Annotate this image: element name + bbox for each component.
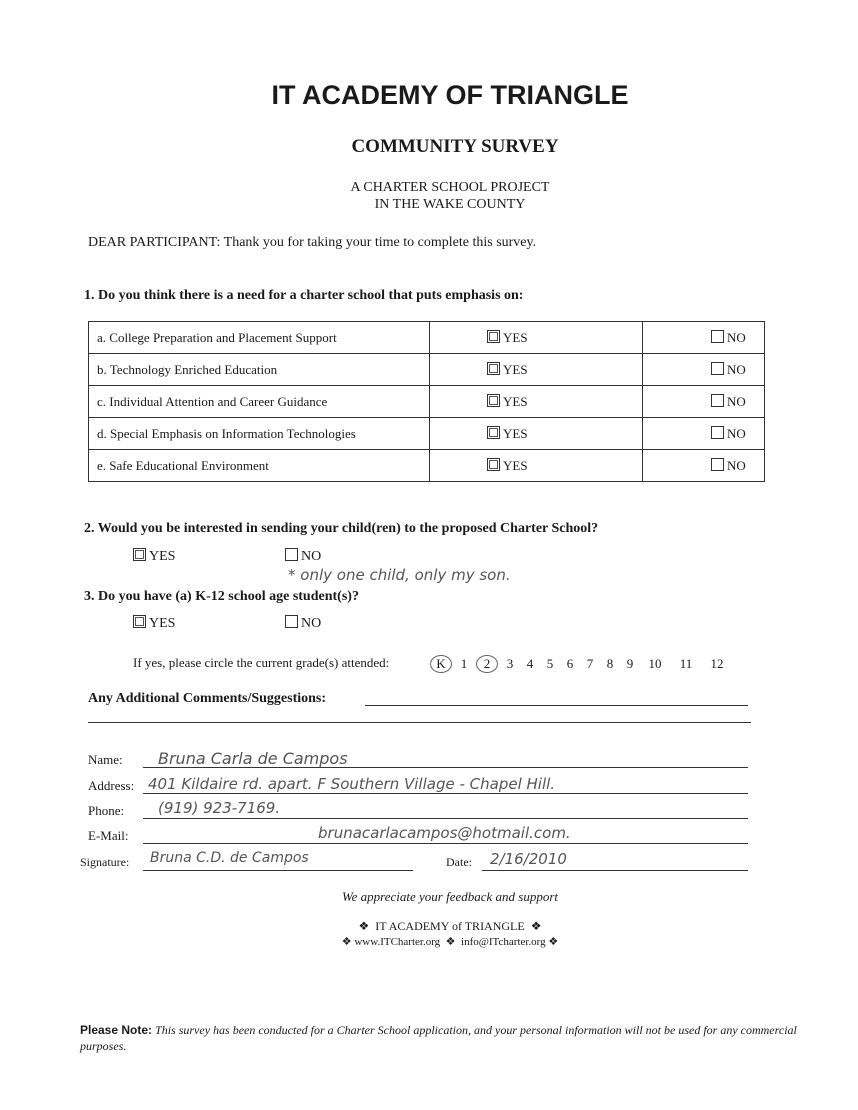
footer-website-link[interactable]: www.ITCharter.org [354, 936, 441, 948]
q1-no-checkbox[interactable] [711, 394, 724, 407]
q1-yes-option[interactable] [430, 418, 643, 450]
q1-no-checkbox[interactable] [711, 362, 724, 375]
q1-yes-option[interactable] [430, 354, 643, 386]
q1-no-label: NO [727, 329, 746, 345]
grade-prompt: If yes, please circle the current grade(s) attended: [133, 655, 390, 670]
name-value[interactable]: Bruna Carla de Campos [158, 749, 348, 768]
q1-no-label: NO [727, 457, 746, 473]
grade-option[interactable]: 12 [710, 656, 724, 671]
intro-text: DEAR PARTICIPANT: Thank you for taking your time to complete this survey. [88, 235, 537, 250]
q3-yes-option[interactable] [133, 615, 175, 632]
grade-option[interactable]: 10 [648, 656, 662, 671]
project-line-2: IN THE WAKE COUNTY [374, 197, 526, 212]
bullet-icon: ❖ [548, 936, 559, 948]
q1-yes-label: YES [503, 425, 528, 441]
q2-no-option[interactable] [285, 548, 321, 565]
email-label: E-Mail: [88, 828, 129, 843]
footer-org-line [0, 919, 858, 934]
question-2: 2. Would you be interested in sending your child(ren) to the proposed Charter School? [84, 521, 599, 536]
q1-no-option[interactable] [643, 418, 765, 450]
q1-row-label: d. Special Emphasis on Information Technologies [89, 418, 430, 450]
address-value[interactable]: 401 Kildaire rd. apart. F Southern Village - Chapel Hill. [148, 775, 556, 793]
comments-line-1[interactable] [365, 705, 748, 706]
q3-yes-label: YES [149, 616, 176, 631]
comments-label: Any Additional Comments/Suggestions: [88, 691, 327, 706]
q2-yes-label: YES [149, 549, 176, 564]
q3-no-checkbox[interactable] [285, 615, 298, 628]
bullet-icon: ❖ [530, 919, 542, 933]
q1-row [89, 354, 765, 386]
grade-option[interactable]: 8 [606, 656, 614, 671]
signature-value[interactable]: Bruna C.D. de Campos [150, 850, 309, 866]
grade-option[interactable]: 1 [460, 656, 468, 671]
thanks-text: We appreciate your feedback and support [341, 889, 559, 904]
q1-yes-checkbox[interactable] [487, 394, 500, 407]
q1-row [89, 450, 765, 482]
q1-no-checkbox[interactable] [711, 458, 724, 471]
grade-option[interactable]: 7 [586, 656, 594, 671]
q1-yes-label: YES [503, 457, 528, 473]
q2-no-label: NO [301, 549, 322, 564]
phone-line [143, 818, 748, 819]
q2-handwritten-note: * only one child, only my son. [288, 566, 511, 584]
q1-no-label: NO [727, 425, 746, 441]
q1-row-label: c. Individual Attention and Career Guidance [89, 386, 430, 418]
footer-email-link[interactable]: info@ITcharter.org [461, 936, 546, 948]
q1-yes-checkbox[interactable] [487, 426, 500, 439]
grade-option[interactable]: 9 [626, 656, 634, 671]
survey-subtitle: COMMUNITY SURVEY [351, 136, 559, 157]
bullet-icon: ❖ [358, 919, 370, 933]
q1-yes-checkbox[interactable] [487, 362, 500, 375]
q1-no-checkbox[interactable] [711, 330, 724, 343]
grade-option[interactable]: 11 [679, 656, 693, 671]
q1-row [89, 418, 765, 450]
bullet-icon: ❖ [445, 936, 456, 948]
bullet-icon: ❖ [341, 936, 352, 948]
q3-no-option[interactable] [285, 615, 321, 632]
q1-no-option[interactable] [643, 322, 765, 354]
q1-yes-checkbox[interactable] [487, 330, 500, 343]
q1-yes-label: YES [503, 361, 528, 377]
address-line [143, 793, 748, 794]
q1-yes-label: YES [503, 393, 528, 409]
email-value[interactable]: brunacarlacampos@hotmail.com. [318, 824, 571, 842]
please-note [80, 1022, 820, 1054]
grade-list [430, 655, 760, 673]
grade-option[interactable]: K [430, 655, 452, 673]
q1-no-option[interactable] [643, 450, 765, 482]
q1-row [89, 322, 765, 354]
grade-option[interactable]: 3 [506, 656, 514, 671]
q3-yes-checkbox[interactable] [133, 615, 146, 628]
grade-option[interactable]: 6 [566, 656, 574, 671]
comments-line-2[interactable] [88, 722, 751, 723]
page-title: IT ACADEMY OF TRIANGLE [271, 80, 629, 110]
q1-yes-option[interactable] [430, 450, 643, 482]
name-label: Name: [88, 752, 123, 767]
q1-no-checkbox[interactable] [711, 426, 724, 439]
project-line-1: A CHARTER SCHOOL PROJECT [350, 180, 550, 195]
question-1-table [88, 321, 765, 482]
phone-value[interactable]: (919) 923-7169. [158, 799, 281, 817]
q1-row-label: e. Safe Educational Environment [89, 450, 430, 482]
date-value[interactable]: 2/16/2010 [490, 850, 567, 868]
address-label: Address: [88, 778, 135, 793]
date-label: Date: [446, 855, 472, 869]
footer-contact-line [0, 935, 858, 948]
grade-option[interactable]: 4 [526, 656, 534, 671]
q1-no-option[interactable] [643, 354, 765, 386]
question-3: 3. Do you have (a) K-12 school age student(s)? [84, 589, 359, 604]
q1-row-label: b. Technology Enriched Education [89, 354, 430, 386]
footer-org: IT ACADEMY of TRIANGLE [375, 919, 525, 933]
q1-yes-option[interactable] [430, 386, 643, 418]
phone-label: Phone: [88, 803, 125, 818]
q2-yes-checkbox[interactable] [133, 548, 146, 561]
q1-row-label: a. College Preparation and Placement Support [89, 322, 430, 354]
q1-no-label: NO [727, 361, 746, 377]
q2-no-checkbox[interactable] [285, 548, 298, 561]
note-label: Please Note: [80, 1023, 153, 1037]
q1-no-label: NO [727, 393, 746, 409]
email-line [143, 843, 748, 844]
question-1: 1. Do you think there is a need for a charter school that puts emphasis on: [84, 288, 524, 303]
q1-yes-checkbox[interactable] [487, 458, 500, 471]
note-text: This survey has been conducted for a Charter School application, and your personal information will not be used for any commercial purposes. [80, 1023, 797, 1053]
signature-label: Signature: [80, 855, 130, 869]
q2-yes-option[interactable] [133, 548, 175, 565]
q3-no-label: NO [301, 616, 322, 631]
q1-yes-label: YES [503, 329, 528, 345]
grade-option[interactable]: 2 [476, 655, 498, 673]
q1-row [89, 386, 765, 418]
date-line [482, 870, 748, 871]
q1-yes-option[interactable] [430, 322, 643, 354]
q1-no-option[interactable] [643, 386, 765, 418]
signature-line [143, 870, 413, 871]
grade-option[interactable]: 5 [546, 656, 554, 671]
